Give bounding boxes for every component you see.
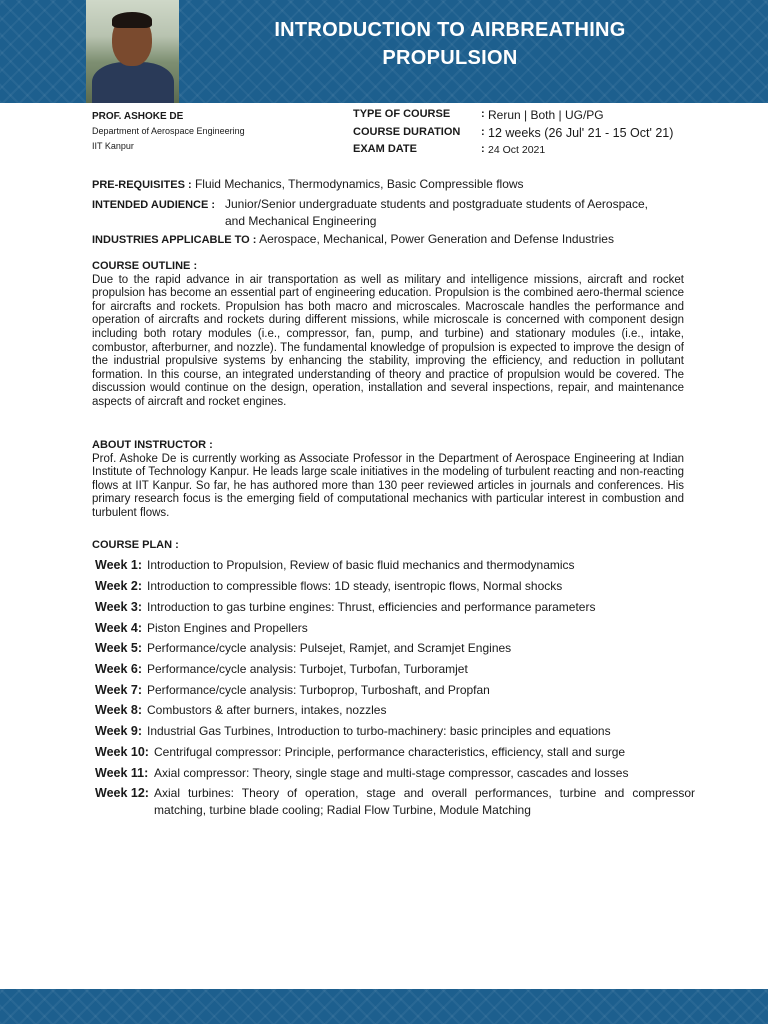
week-label: Week 8:: [95, 703, 143, 717]
industries-label: INDUSTRIES APPLICABLE TO :: [92, 234, 257, 246]
week-topic: Performance/cycle analysis: Turboprop, Turboshaft, and Propfan: [147, 683, 490, 697]
week-label: Week 12:: [95, 786, 149, 800]
prerequisites-value: Fluid Mechanics, Thermodynamics, Basic Compressible flows: [194, 177, 524, 191]
footer-banner: [0, 989, 768, 1024]
course-title-line2: PROPULSION: [382, 47, 518, 69]
instructor-institute: IIT Kanpur: [92, 141, 134, 151]
week-item: [95, 578, 695, 595]
week-label: Week 5:: [95, 641, 143, 655]
week-item: [95, 661, 695, 678]
industries: [92, 232, 614, 246]
outline-text: Due to the rapid advance in air transportation as well as military and intelligence missions, aircraft and rocket propulsion has become an essential part of engineering education. Propulsion is the combined aero-thermal science for aircrafts and rockets. Propulsion has both macro and microscales. Macroscale handles the performance and operation of aircrafts and rockets during different missions, while microscale is concerned with component design including both rotary modules (i.e., compressor, fan, pump, and turbine) and stationary modules (i.e., intake, combustor, afterburner, and nozzle). The fundamental knowledge of propulsion is expected to improve the design of the industrial propulsive systems by enhancing the stability, improving the efficiency, and reduction in pollutant formation. In this course, an integrated understanding of theory and practice of propulsion would be covered. The discussion would continue on the design, operation, installation and several inspections, repair, and maintenance aspects of aircraft and rocket engines.: [92, 273, 684, 408]
meta-value: Rerun | Both | UG/PG: [488, 108, 604, 122]
week-topic: Axial turbines: Theory of operation, stage and overall performances, turbine and compressor matching, turbine blade cooling; Radial Flow Turbine, Module Matching: [154, 786, 695, 817]
week-topic: Centrifugal compressor: Principle, performance characteristics, efficiency, stall and surge: [154, 745, 626, 759]
week-item: [95, 557, 695, 574]
week-item: [95, 599, 695, 616]
industries-value: Aerospace, Mechanical, Power Generation and Defense Industries: [259, 232, 614, 246]
week-topic: Piston Engines and Propellers: [147, 621, 308, 635]
instructor-photo: [86, 0, 179, 103]
week-label: Week 1:: [95, 558, 143, 572]
week-item: [95, 765, 695, 782]
week-topic: Introduction to Propulsion, Review of basic fluid mechanics and thermodynamics: [147, 558, 575, 572]
photo-body: [92, 62, 174, 103]
week-label: Week 2:: [95, 579, 143, 593]
meta-label: COURSE DURATION: [353, 126, 461, 138]
week-topic: Industrial Gas Turbines, Introduction to turbo-machinery: basic principles and equations: [147, 724, 611, 738]
meta-value: 24 Oct 2021: [488, 144, 546, 156]
meta-label: TYPE OF COURSE: [353, 108, 451, 120]
week-item: [95, 640, 695, 657]
intended-audience: [92, 197, 648, 228]
week-topic: Performance/cycle analysis: Pulsejet, Ramjet, and Scramjet Engines: [147, 641, 512, 655]
about-text: Prof. Ashoke De is currently working as Associate Professor in the Department of Aerospace Engineering at Indian Institute of Technology Kanpur. He leads large scale initiatives in the modeling of turbulent reacting and non-reacting flows at IIT Kanpur. So far, he has authored more than 130 peer reviewed articles in journals and conferences. His primary research focus is the emerging field of computational mechanics with particular interest in combustion and turbulent flows.: [92, 452, 684, 519]
about-label: ABOUT INSTRUCTOR :: [92, 439, 213, 451]
audience-value-line2: and Mechanical Engineering: [225, 214, 377, 228]
week-label: Week 6:: [95, 662, 143, 676]
course-title-line1: INTRODUCTION TO AIRBREATHING: [274, 19, 626, 41]
week-item: [95, 620, 695, 637]
week-label: Week 11:: [95, 766, 149, 780]
about-instructor: [92, 439, 684, 521]
instructor-department: Department of Aerospace Engineering: [92, 126, 245, 136]
week-topic: Introduction to gas turbine engines: Thrust, efficiencies and performance parameters: [147, 600, 596, 614]
week-label: Week 10:: [95, 745, 149, 759]
week-label: Week 7:: [95, 683, 143, 697]
outline-label: COURSE OUTLINE :: [92, 260, 198, 272]
week-item: [95, 682, 695, 699]
week-topic: Introduction to compressible flows: 1D steady, isentropic flows, Normal shocks: [147, 579, 563, 593]
course-title: [200, 16, 700, 72]
week-topic: Performance/cycle analysis: Turbojet, Turbofan, Turboramjet: [147, 662, 468, 676]
week-item: [95, 744, 695, 761]
week-item: [95, 785, 695, 819]
week-label: Week 3:: [95, 600, 143, 614]
meta-label: EXAM DATE: [353, 143, 417, 155]
week-topic: Combustors & after burners, intakes, nozzles: [147, 703, 387, 717]
header-banner: [0, 0, 768, 103]
audience-value-line1: Junior/Senior undergraduate students and postgraduate students of Aerospace,: [225, 197, 648, 211]
photo-hair: [112, 12, 152, 28]
instructor-name: PROF. ASHOKE DE: [92, 111, 184, 122]
week-item: [95, 702, 695, 719]
week-label: Week 9:: [95, 724, 143, 738]
prerequisites-label: PRE-REQUISITES :: [92, 179, 192, 191]
prerequisites: [92, 177, 524, 191]
week-item: [95, 723, 695, 740]
audience-label: INTENDED AUDIENCE :: [92, 199, 216, 211]
meta-value: 12 weeks (26 Jul' 21 - 15 Oct' 21): [488, 126, 674, 140]
week-label: Week 4:: [95, 621, 143, 635]
course-plan-label: COURSE PLAN :: [92, 539, 179, 551]
week-topic: Axial compressor: Theory, single stage and multi-stage compressor, cascades and losses: [154, 766, 629, 780]
course-outline: [92, 260, 684, 410]
